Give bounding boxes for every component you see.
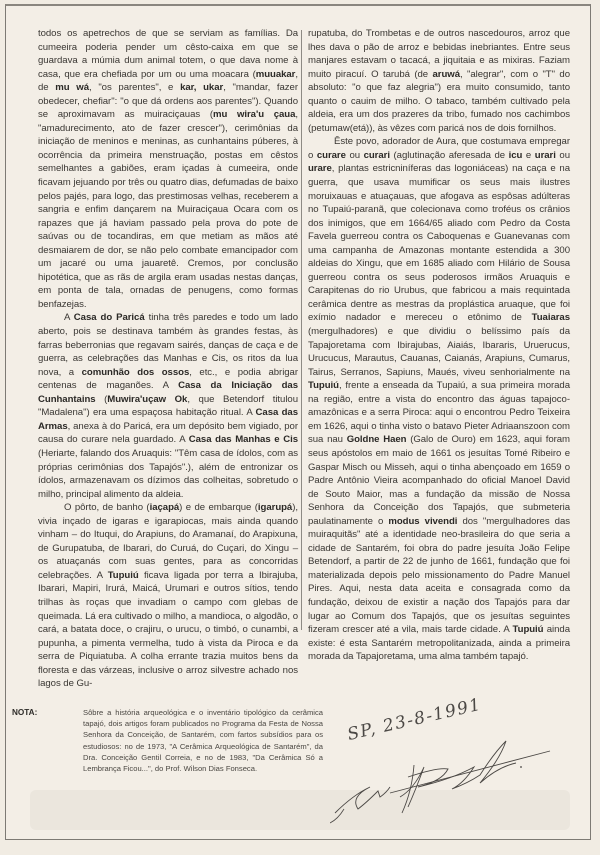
text-run: (Galo de Ouro) em 1623, aqui foram seus apóstolos em maio de 1661 os jesuítas Tomé Ribeiro e Gaspar Misch ou Misseh, aqui o tinha abençoado em 1659 o Padre Antônio Vieira acompanhado do oficial Manoel David de Souto Maior, mas a fundação da missão de Nossa Senhora da Conceição dos Tapajós, que submeteria paulatinamente o xyxy=(308,434,570,527)
right-column xyxy=(308,27,570,664)
text-run: rupatuba, do Trombetas e de outros nascedouros, arroz que lhes dava o pão de arroz e bebidas inebriantes. Entre seus manjares estavam o tacacá, a jiquitaia e as mixiras. Faziam muito piracuí. O tarubá (de xyxy=(308,28,570,80)
bold-term: kar, ukar xyxy=(180,82,224,94)
text-run: , "amadurecimento, ato de fazer crescer"), cerimônias da iniciação de meninos e meninas, as cunhantains púberes, à ocorrência da primeira menstruação, postas em cêstos semelhantes a gabiões, eram içadas à cumeeira, onde ficavam jejuando por três ou quatro dias, defumadas de baixo pelos pajés, para logo, das prestimosas velhas, receberem a sangria e enfim dançarem na Muiraciçaua Ocara com os rapazes que já haviam passado pela prova do pote de saúvas ou de tocandiras, em que metiam as mãos até desmaiarem de dor, se não pelo combate emancipador com um jacaré ou uma jauaretê. Cremos, por conclusão hipotética, que as rãs de argila eram usadas nestas danças, em ponta de tala, ornadas de penugens, como formas benfazejas. xyxy=(38,109,298,310)
text-run: (Heriarte, falando dos Aruaquis: "Têm casa de ídolos, com as próprias cerimônias dos Tapajós".), além de entronizar os ídolos, armazenavam os dízimos das colheitas, sobretudo o milho, principal alimento da aldeia. xyxy=(38,447,298,500)
text-run: , "alegrar", com o "T" do absoluto: "o que faz alegria") era muito consumido, tanto quanto o cauim de milho. O tabaco, também cultivado pela aldeia, era um dos prazeres da tribo, fumado nos cachimbos (petumaw(etá)), às vêzes com paricá nos de dois fornilhos. xyxy=(308,68,570,134)
bold-term: mu wá xyxy=(55,82,89,94)
bold-term: Casa do Paricá xyxy=(73,312,145,324)
footnote-label: NOTA: xyxy=(12,708,38,717)
text-run: todos os apetrechos de que se serviam as famílias. Da cumeeira poderia pender um cêsto-caixa em que se guardava a múmia dum animal totem, o que dava nome à casa, que era chefiada por um ou uma moacara ( xyxy=(38,28,298,80)
column-divider xyxy=(301,30,302,630)
footnote-text: Sôbre a história arqueológica e o inventário tipológico da cerâmica tapajó, dois artigos foram publicados no Programa da Festa de Nossa Senhora da Conceição, de Santarém, com fartos subsídios para os estudiosos: no de 1973, "A Cerâmica Arqueológica de Santarém", da Dra. Conceição Gentil Correia, e no de 1983, "Da Cerâmica Só a Lembrança Ficou...", do Prof. Wilson Dias Fonseca. xyxy=(83,708,323,774)
bold-term: aruwá xyxy=(432,68,460,80)
left-column xyxy=(38,27,298,691)
bold-term: Tupuiú xyxy=(512,624,544,636)
text-run: , plantas estricniníferas das logoniáceas) na caça e na guerra, que usava mumificar os seus mais ilustres moruixauas e atuaçauas, que afogava as espôsas adúlteras no Tupaiú-paranã, que colecionava como troféus os crânios dos inimigos, que em 1664/65 aliado com Pedro da Costa Favela guerreou contra os Caboquenas e Guanevanas com uma campanha de Amazonas montante estendida a 300 aldeias do Xingu, que em 1685 aliado com Hilário de Sousa guerreou contra os seus poderosos irmãos Aruaquis e Carapitenas do rio Urubus, que fabricou a mais requintada cerâmica dentre as mestras da proplástica aruaque, que foi exímio nadador e mereceu o etônimo de xyxy=(308,163,570,324)
text-run: ou xyxy=(345,149,364,161)
paragraph xyxy=(38,311,298,501)
text-run: ficava ligada por terra a Ibirajuba, Ibarari, Mapiri, Irurá, Maicá, Urumari e outros sítios, tendo trilhas às roças que invadiam o campo com glebas de queimada. Lá era cultivado o milho, a mandioca, o algodão, o cará, a batata doce, o crajiru, o urucu, o timbó, o cunambi, a pupunha, a pimenta vermelha, tudo à vista da Piroca e da serra de Piquiatuba. A colha errante trazia muitos bens da floresta e das várzeas, inclusive o arroz silvestre achado nos lagos de Gu- xyxy=(38,569,298,690)
bold-term: mu wira'u çaua xyxy=(212,109,296,121)
text-run: , anexa à do Paricá, era um depósito bem vigiado, por causa do curare nela guardado. A xyxy=(38,420,298,446)
text-run: (aglutinação aferesada de xyxy=(389,149,509,161)
signature-drawing xyxy=(330,705,580,835)
text-run: A xyxy=(64,312,74,324)
text-run: ou xyxy=(555,149,570,161)
bold-term: muuakar xyxy=(255,68,296,80)
text-run: , que Betendorf titulou "Madalena") era uma espaçosa habitação ritual. A xyxy=(38,393,298,419)
bold-term: Muwira'uçaw Ok xyxy=(107,393,188,405)
paragraph xyxy=(38,27,298,311)
text-run: , "os parentes", e xyxy=(89,82,181,94)
paragraph xyxy=(38,501,298,691)
text-run: O pôrto, de banho ( xyxy=(64,502,150,514)
text-run: ) e de embarque ( xyxy=(179,502,258,514)
text-run: e xyxy=(522,149,535,161)
text-run: ( xyxy=(95,393,108,405)
text-run: , etc., e podia abrigar centenas de maganões. A xyxy=(38,366,298,392)
footnote xyxy=(12,707,323,774)
text-run: , "mandar, fazer obedecer, chefiar": "o que dá ordens aos parentes"). Quando se aproximavam as muiraciçauas ( xyxy=(38,82,298,121)
paragraph xyxy=(308,135,570,663)
bold-term: Tupuiú xyxy=(308,380,339,392)
bold-term: urari xyxy=(534,149,556,161)
text-run: (mergulhadores) e que dividiu o belíssimo país da Tapajoretama com Ibirajubas, Aiaiás, Ibararis, Uruerucus, Urucucus, Marautus, Cauanas, Caianás, Arapiuns, Cumarus, Tairus, Serranos, Sapiuns, Maués, viveu senhorialmente na xyxy=(308,326,570,378)
handwritten-inscription xyxy=(330,694,580,835)
text-run: ), vivia inçado de igaras e igarapiocas, mais ainda quando vinham – do Ituqui, do Arapiuns, do Aramanaí, do Arapixuna, de Gurupatuba, de Ibarari, do Curuá, do Cuçari, do Xingu – os atuaçanás com suas gentes, para as concorridas celebrações. A xyxy=(38,502,298,581)
bold-term: curare xyxy=(316,149,346,161)
bold-term: icu xyxy=(508,149,523,161)
text-run: , frente a enseada da Tupaiú, a sua primeira morada na região, entre a vista do encontro das águas tapajoco-amazônicas e a serra Piroca: aqui o encontrou Pedro Teixeira em 1626, aqui o tinha visto o batavo Pieter Adriaanszoon com sua nau xyxy=(308,380,570,446)
bold-term: Casa das Manhas e Cis xyxy=(188,434,299,446)
text-run: tinha três paredes e todo um lado aberto, pois se destinava também às grandes festas, às farras beberronias que regavam sairés, danças de caça e de guerra, as celebrações das Manhas e Cis, os ritos da lua nova, a xyxy=(38,312,299,378)
text-run: dos "mergulhadores das muiraquitãs" até a identidade neo-brasileira do que seria a cidade de Santarém, foi obra do padre jesuíta João Felipe Betendorf, a partir de 22 de junho de 1661, fundação que foi materializada depois pelo missionamento do Padre Manuel Pires. Aqui, nesta data aceita e consagrada como da fundação, deixou de existir a nação dos Tapajós para dar lugar ao Comum dos Tapajós, que os jesuítas seguintes fizeram crescer até a vila, mais tarde cidade. A xyxy=(308,515,570,636)
bold-term: urare xyxy=(308,163,332,175)
bold-term: Casa das Armas xyxy=(38,407,299,432)
bold-term: Tupuiú xyxy=(107,569,139,581)
bold-term: modus vivendi xyxy=(388,515,458,527)
text-run: , de xyxy=(38,68,298,94)
bold-term: curari xyxy=(363,149,390,161)
bold-term: Goldne Haen xyxy=(346,434,407,446)
text-run: ainda existe: é esta Santarém metropolitanizada, ainda a primeira morada da Tapajoretama, uma alma também tapajó. xyxy=(308,624,571,663)
handwritten-date: SP, 23-8-1991 xyxy=(345,694,484,745)
bold-term: iaçapá xyxy=(149,502,180,514)
bold-term: Casa da Iniciação das Cunhantains xyxy=(38,380,298,405)
bold-term: comunhão dos ossos xyxy=(81,366,190,378)
bold-term: igarupá xyxy=(257,502,293,514)
bold-term: Tuaiaras xyxy=(531,312,570,324)
text-run: Êste povo, adorador de Aura, que costumava empregar o xyxy=(308,136,570,161)
paragraph xyxy=(308,27,570,135)
